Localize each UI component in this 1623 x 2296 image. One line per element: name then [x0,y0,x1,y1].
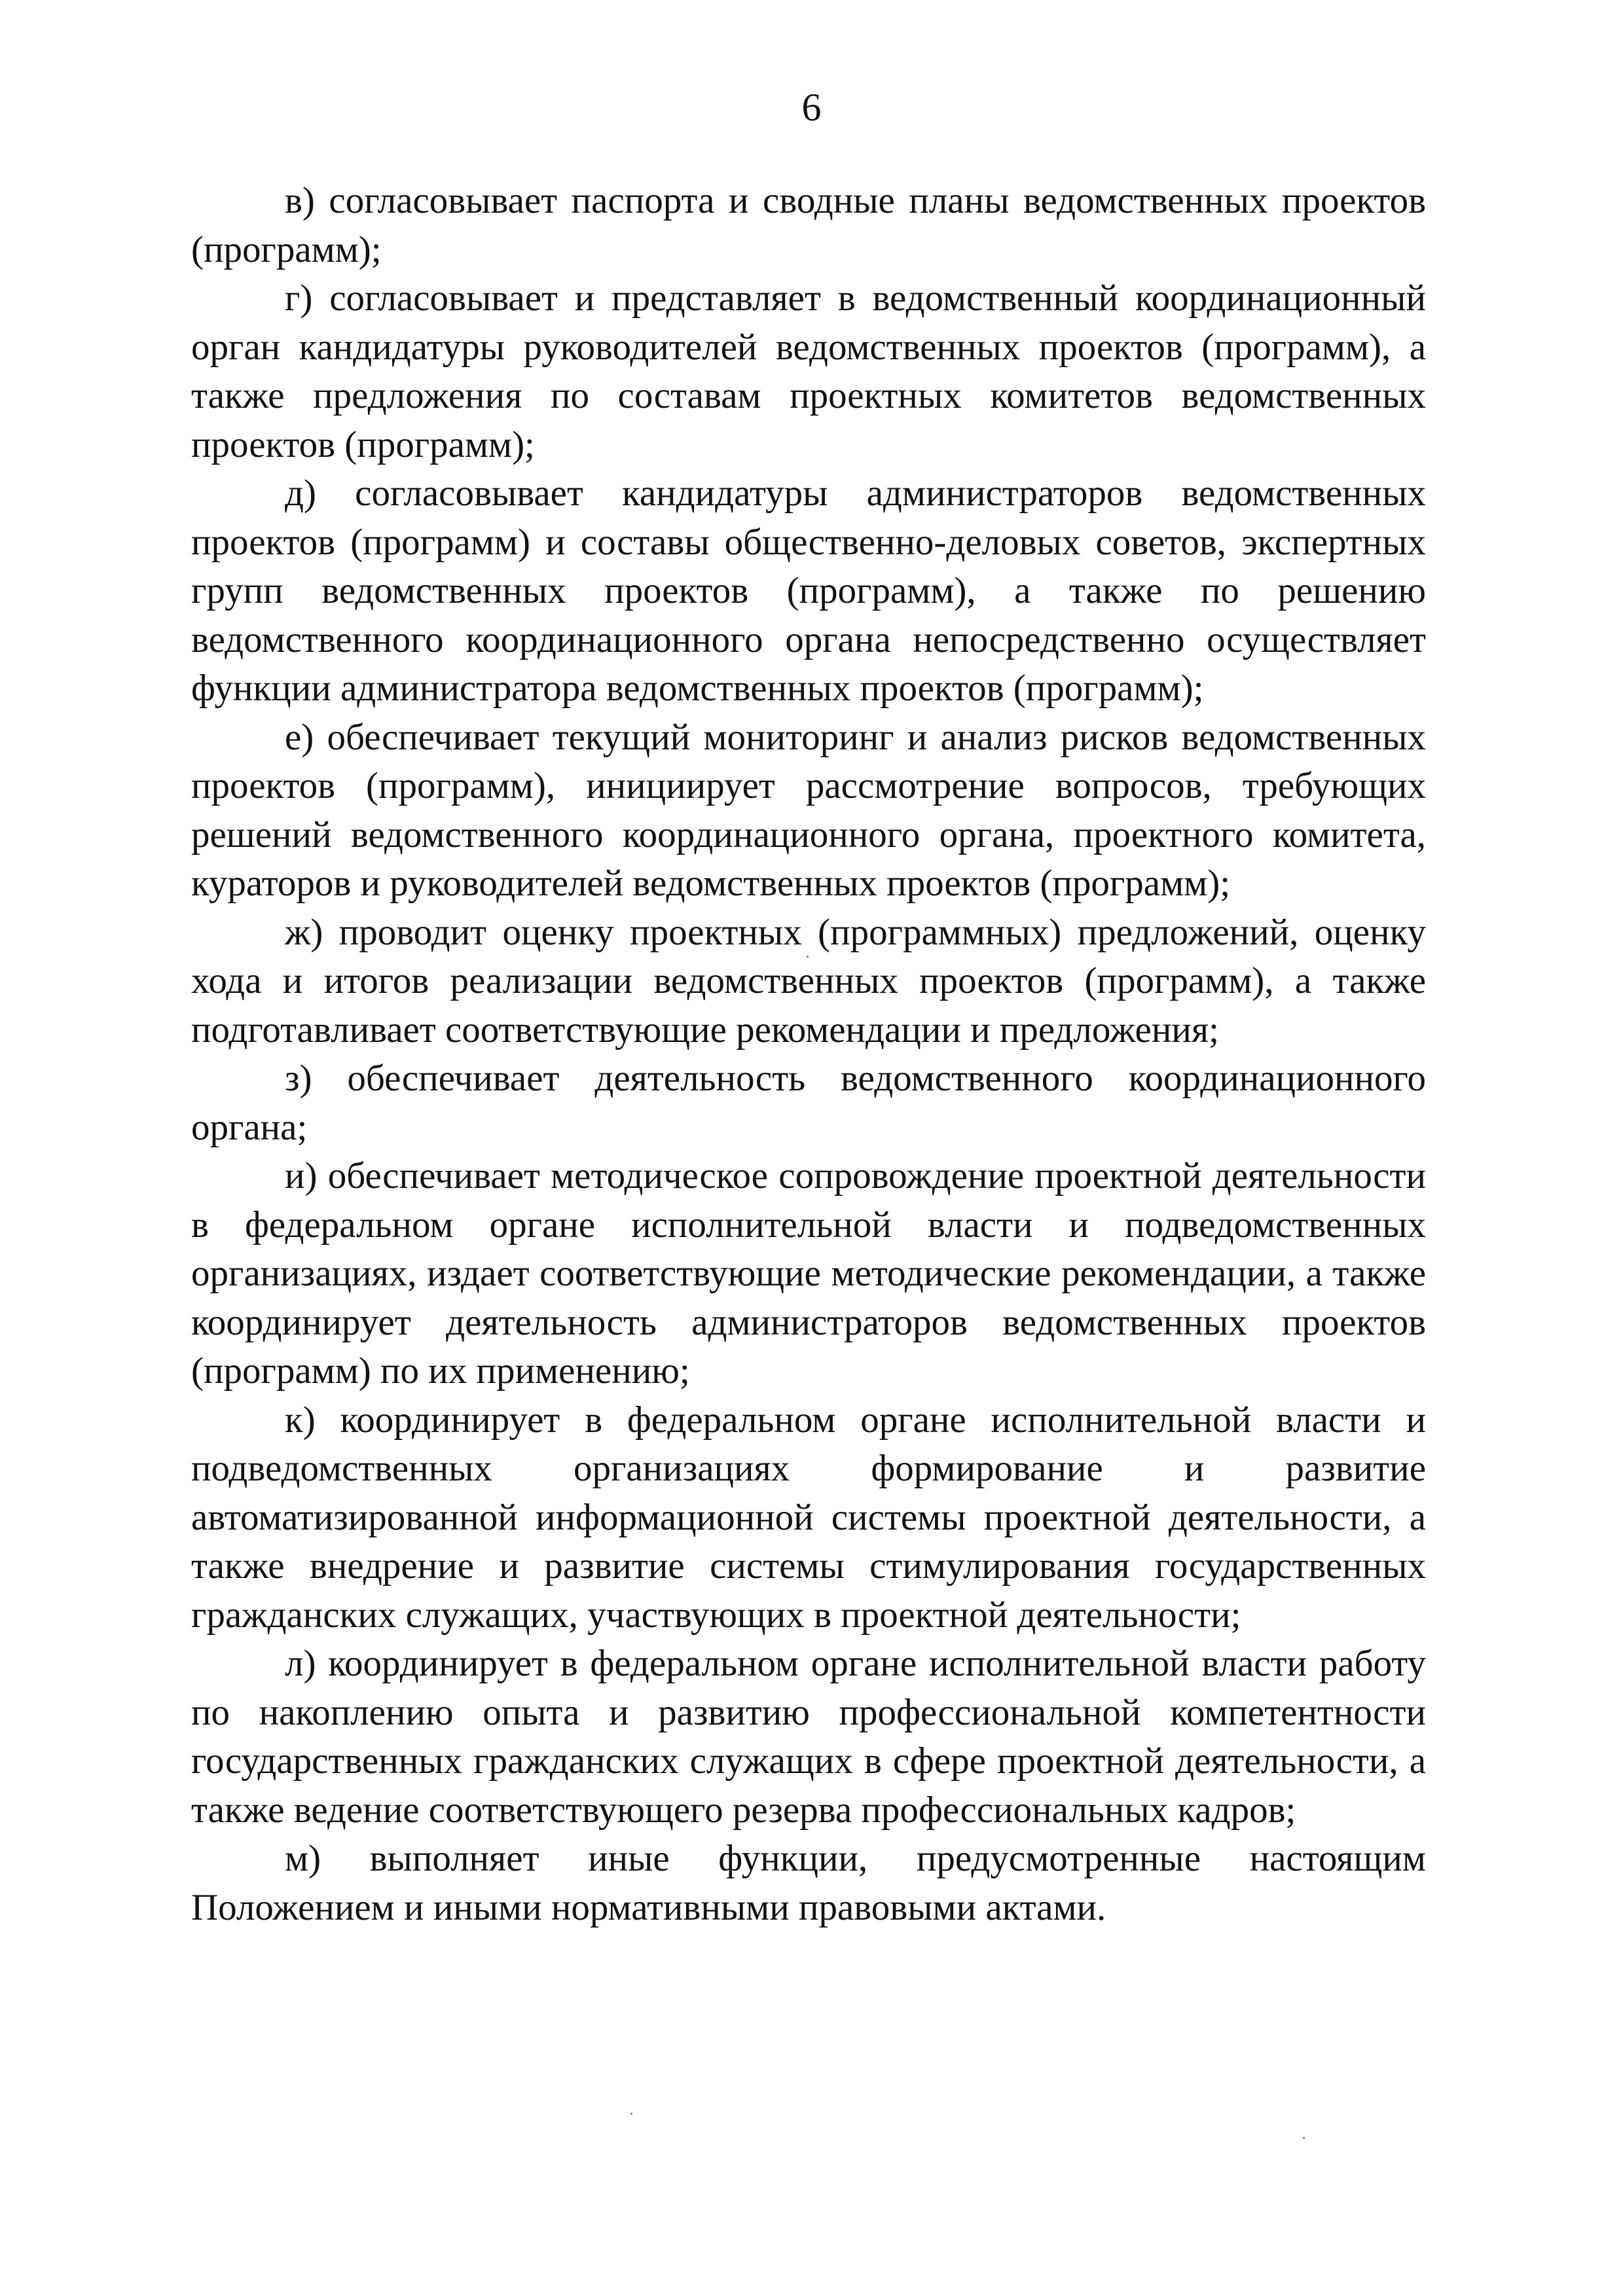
document-body [191,177,1426,1932]
paragraph-g: г) согласовывает и представляет в ведомственный координационный орган кандидатуры руководителей ведомственных проектов (программ), а также предложения по составам проектных комитетов ведомственных проектов (программ); [191,278,1426,465]
paragraph-l: л) координирует в федеральном органе исполнительной власти работу по накоплению опыта и развитию профессиональной компетентности государственных гражданских служащих в сфере проектной деятельности, а также ведение соответствующего резерва профессиональных кадров; [191,1643,1426,1831]
paragraph-i: и) обеспечивает методическое сопровождение проектной деятельности в федеральном органе исполнительной власти и подведомственных организациях, издает соответствующие методические рекомендации, а также координирует деятельность администраторов ведомственных проектов (программ) по их применению; [191,1155,1426,1391]
paragraph-v: в) согласовывает паспорта и сводные планы ведомственных проектов (программ); [191,180,1426,270]
paragraph-m: м) выполняет иные функции, предусмотренные настоящим Положением и иными нормативными правовыми актами. [191,1838,1426,1928]
scan-speck [807,956,809,958]
page-number: 6 [801,86,822,129]
scan-speck [630,2113,632,2115]
paragraph-d: д) согласовывает кандидатуры администраторов ведомственных проектов (программ) и составы общественно-деловых советов, экспертных групп ведомственных проектов (программ), а также по решению ведомственного координационного органа непосредственно осуществляет функции администратора ведомственных проектов (программ); [191,473,1426,709]
scan-speck [1303,2137,1305,2139]
paragraph-e: е) обеспечивает текущий мониторинг и анализ рисков ведомственных проектов (программ), инициирует рассмотрение вопросов, требующих решений ведомственного координационного органа, проектного комитета, кураторов и руководителей ведомственных проектов (программ); [191,716,1426,904]
paragraph-k: к) координирует в федеральном органе исполнительной власти и подведомственных организациях формирование и развитие автоматизированной информационной системы проектной деятельности, а также внедрение и развитие системы стимулирования государственных гражданских служащих, участвующих в проектной деятельности; [191,1399,1426,1636]
paragraph-z: з) обеспечивает деятельность ведомственного координационного органа; [191,1058,1426,1148]
paragraph-zh: ж) проводит оценку проектных (программных) предложений, оценку хода и итогов реализации ведомственных проектов (программ), а также подготавливает соответствующие рекомендации и предложения; [191,911,1426,1050]
